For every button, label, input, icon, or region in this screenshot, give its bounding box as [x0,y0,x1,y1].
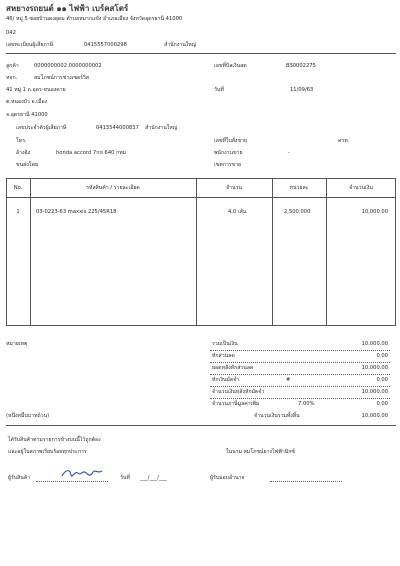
receive-date-blank: ___/___/___ [140,475,167,481]
summary-label-vat: จำนวนภาษีมูลค่าเพิ่ม [212,401,260,407]
on-behalf-of: ในนาม สมโภชน์ยางไฟฟ้ามิกซ์ [226,449,295,455]
customer-branch: สำนักงานใหญ่ [145,125,178,131]
table-row-quantity: 4.0 เส้น [228,209,247,215]
invoice-date-label: วันที่ [214,87,224,93]
summary-label-deposit: หักเงินมัดจำ [212,377,240,383]
summary-value-after-deposit: 10,000.00 [361,389,388,395]
invoice-order-label: เลขที่ใบสั่งขาย [214,138,247,144]
receive-date-label: วันที่ [120,475,130,481]
customer-ref-label: อ้างอิง [16,150,31,156]
invoice-no-label: เลขที่บิลเงินสด [214,63,247,69]
col-header-amount: จำนวนเงิน [349,185,373,191]
col-header-quantity: จำนวน [226,185,242,191]
customer-name-label: หจก. [6,75,18,81]
customer-address-1: 41 หมู่ 1 ถ.อุดร-หนองคาย [6,87,66,93]
summary-label-discount: หักส่วนลด [212,353,235,359]
invoice-sale-code-label: เขตการขาย [214,162,242,168]
summary-label-subtotal: รวมเป็นเงิน [212,341,238,347]
summary-label-after-discount: ยอดหลังหักส่วนลด [212,365,254,371]
table-row-amount: 10,000.00 [361,209,388,215]
table-row-unit-price: 2,500.000 [284,209,311,215]
customer-code: 0000000002 0000000002 [34,63,102,69]
company-address: 46/ หมู่ 5 ซอยบ้านดงอุดม ตำบลหมากแข้ง อำเภอเมือง จังหวัดอุดรธานี 41000 [6,16,183,22]
customer-name: สมโภชน์การช่างเซอร์วิส [34,75,89,81]
summary-value-subtotal: 10,000.00 [361,341,388,347]
summary-label-after-deposit: จำนวนเงินหลังหักมัดจำ [212,389,265,395]
customer-address-2: ต.หนองบัว อ.เมือง [6,99,48,105]
invoice-no-value: BS0002275 [286,63,316,69]
header-divider [6,53,396,54]
authorized-label: ผู้รับมอบอำนาจ [210,475,245,481]
col-header-no: No. [13,185,23,191]
summary-value-grand-total: 10,000.00 [361,413,388,419]
remark-label: หมายเหตุ [6,341,28,347]
receiver-signature [60,466,104,482]
customer-ship-label: ขนส่งโดย [16,162,38,168]
col-header-description: รหัสสินค้า / รายละเอียด [86,185,140,191]
invoice-date-value: 11/09/63 [290,87,314,93]
receiver-label: ผู้รับสินค้า [8,475,31,481]
summary-value-discount: 0.00 [376,353,388,359]
receipt-note-2: และอยู่ในสภาพเรียบร้อยทุกประการ [8,449,87,455]
summary-value-after-discount: 10,000.00 [361,365,388,371]
customer-tax-id: 0413544000837 [96,125,139,131]
company-tax-label: เลขทะเบียนผู้เสียภาษี [6,42,54,48]
customer-ref-value: honda accord 7กข 640 กทม [56,150,127,156]
customer-phone-label: โทร. [16,138,27,144]
summary-label-grand-total: จำนวนเงินรวมทั้งสิ้น [254,413,300,419]
table-row-no: 1 [16,209,20,215]
receipt-note-1: ได้รับสินค้าตามรายการข้างบนนี้ไว้ถูกต้อง [8,437,101,443]
company-branch: สำนักงานใหญ่ [164,42,197,48]
summary-value-vat: 0.00 [376,401,388,407]
company-phone: 042 [6,30,16,36]
col-header-unit-price: หน่วยละ [289,185,309,191]
summary-vat-rate: 7.00% [298,401,315,407]
summary-value-deposit: 0.00 [376,377,388,383]
customer-tax-label: เลขประจำตัวผู้เสียภาษี [16,125,67,131]
invoice-agent-value: - [288,150,290,156]
items-table [6,178,396,326]
customer-code-label: ลูกค้า [6,63,19,69]
company-tax-id: 0415557000298 [84,42,127,48]
invoice-credit-label: ครท. [338,138,350,144]
invoice-agent-label: พนักงานขาย [214,150,243,156]
summary-divider [6,425,396,426]
summary-deposit-mark: # [286,377,291,383]
table-row-description: 03-0223-63 maxxis 225/45R18 [36,209,117,215]
customer-address-3: จ.อุดรธานี 41000 [6,112,48,118]
items-table-header-divider [6,197,396,198]
company-name: สหยางรถยนต์ ๑๑ ไฟฟ้า เบร์คสโตร์ [6,4,129,13]
total-in-words: (หนึ่งหมื่นบาทถ้วน) [6,413,50,419]
